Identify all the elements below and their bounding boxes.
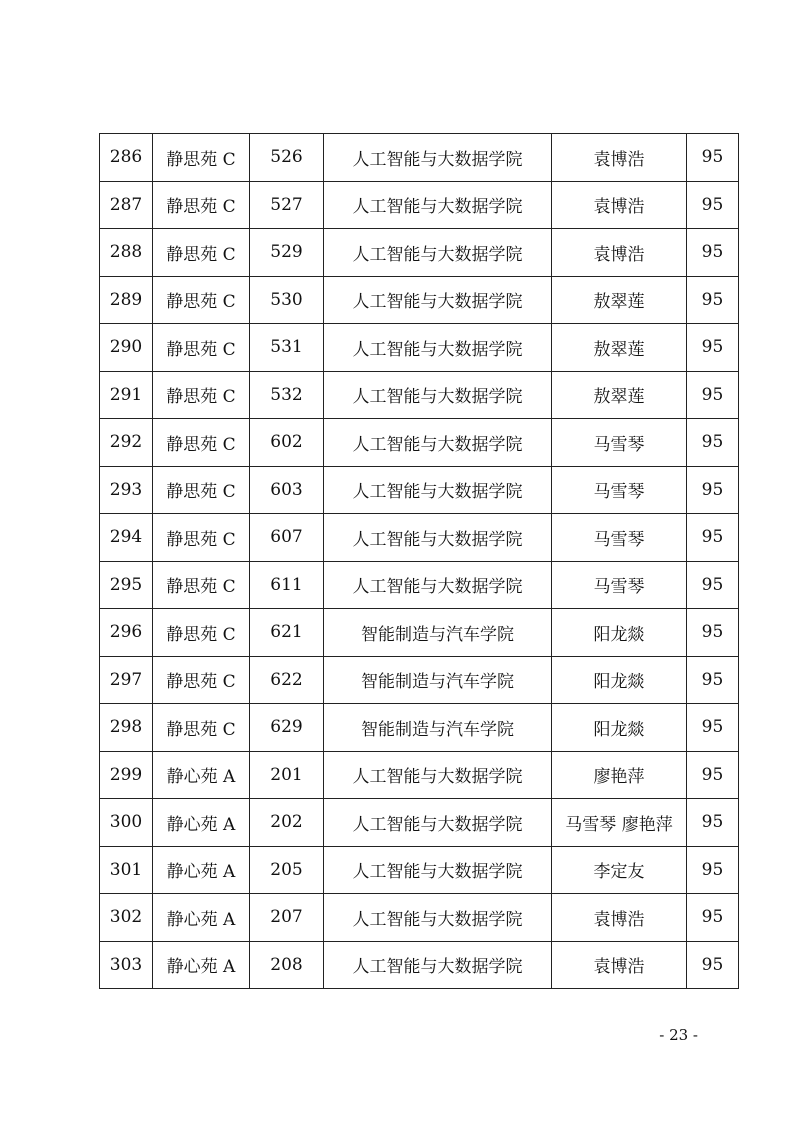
person-cell: 敖翠莲	[552, 276, 687, 324]
table-row	[100, 894, 739, 942]
college-cell: 人工智能与大数据学院	[324, 941, 552, 989]
row-number-cell: 299	[100, 751, 153, 799]
college-cell: 人工智能与大数据学院	[324, 181, 552, 229]
college-cell: 人工智能与大数据学院	[324, 134, 552, 182]
building-cell: 静思苑 C	[153, 514, 250, 562]
table-row	[100, 181, 739, 229]
college-cell: 人工智能与大数据学院	[324, 799, 552, 847]
row-number-cell: 287	[100, 181, 153, 229]
building-cell: 静思苑 C	[153, 229, 250, 277]
building-cell: 静思苑 C	[153, 561, 250, 609]
score-cell: 95	[687, 751, 739, 799]
row-number-cell: 297	[100, 656, 153, 704]
person-cell: 马雪琴 廖艳萍	[552, 799, 687, 847]
room-cell: 208	[250, 941, 324, 989]
person-cell: 廖艳萍	[552, 751, 687, 799]
row-number-cell: 293	[100, 466, 153, 514]
row-number-cell: 300	[100, 799, 153, 847]
score-cell: 95	[687, 324, 739, 372]
row-number-cell: 302	[100, 894, 153, 942]
table-row	[100, 846, 739, 894]
row-number-cell: 288	[100, 229, 153, 277]
room-cell: 202	[250, 799, 324, 847]
page-number-text: - 23 -	[659, 1026, 698, 1044]
building-cell: 静思苑 C	[153, 371, 250, 419]
row-number-cell: 296	[100, 609, 153, 657]
table-row	[100, 799, 739, 847]
score-cell: 95	[687, 276, 739, 324]
person-cell: 李定友	[552, 846, 687, 894]
building-cell: 静思苑 C	[153, 324, 250, 372]
score-cell: 95	[687, 371, 739, 419]
row-number-cell: 292	[100, 419, 153, 467]
room-cell: 207	[250, 894, 324, 942]
table-row	[100, 134, 739, 182]
college-cell: 人工智能与大数据学院	[324, 561, 552, 609]
score-cell: 95	[687, 514, 739, 562]
row-number-cell: 303	[100, 941, 153, 989]
score-cell: 95	[687, 846, 739, 894]
person-cell: 袁博浩	[552, 134, 687, 182]
college-cell: 人工智能与大数据学院	[324, 514, 552, 562]
person-cell: 阳龙燚	[552, 609, 687, 657]
page-number	[0, 1026, 793, 1044]
row-number-cell: 290	[100, 324, 153, 372]
room-cell: 532	[250, 371, 324, 419]
person-cell: 马雪琴	[552, 466, 687, 514]
person-cell: 敖翠莲	[552, 371, 687, 419]
row-number-cell: 295	[100, 561, 153, 609]
room-cell: 205	[250, 846, 324, 894]
college-cell: 人工智能与大数据学院	[324, 419, 552, 467]
table-row	[100, 324, 739, 372]
score-cell: 95	[687, 419, 739, 467]
row-number-cell: 298	[100, 704, 153, 752]
row-number-cell: 301	[100, 846, 153, 894]
college-cell: 智能制造与汽车学院	[324, 704, 552, 752]
room-cell: 621	[250, 609, 324, 657]
score-cell: 95	[687, 466, 739, 514]
room-cell: 622	[250, 656, 324, 704]
room-cell: 529	[250, 229, 324, 277]
room-cell: 530	[250, 276, 324, 324]
table-row	[100, 561, 739, 609]
room-cell: 527	[250, 181, 324, 229]
building-cell: 静思苑 C	[153, 609, 250, 657]
table-row	[100, 466, 739, 514]
building-cell: 静思苑 C	[153, 134, 250, 182]
table-row	[100, 371, 739, 419]
room-cell: 603	[250, 466, 324, 514]
room-cell: 611	[250, 561, 324, 609]
room-cell: 201	[250, 751, 324, 799]
building-cell: 静心苑 A	[153, 894, 250, 942]
person-cell: 袁博浩	[552, 229, 687, 277]
building-cell: 静思苑 C	[153, 466, 250, 514]
row-number-cell: 294	[100, 514, 153, 562]
building-cell: 静思苑 C	[153, 419, 250, 467]
score-cell: 95	[687, 229, 739, 277]
person-cell: 马雪琴	[552, 561, 687, 609]
score-cell: 95	[687, 134, 739, 182]
person-cell: 马雪琴	[552, 514, 687, 562]
score-table	[99, 133, 739, 989]
person-cell: 阳龙燚	[552, 656, 687, 704]
college-cell: 人工智能与大数据学院	[324, 466, 552, 514]
table-row	[100, 514, 739, 562]
score-cell: 95	[687, 609, 739, 657]
row-number-cell: 286	[100, 134, 153, 182]
table-row	[100, 276, 739, 324]
score-cell: 95	[687, 561, 739, 609]
score-cell: 95	[687, 181, 739, 229]
table-row	[100, 704, 739, 752]
table-row	[100, 941, 739, 989]
college-cell: 人工智能与大数据学院	[324, 751, 552, 799]
row-number-cell: 291	[100, 371, 153, 419]
person-cell: 袁博浩	[552, 894, 687, 942]
building-cell: 静心苑 A	[153, 751, 250, 799]
building-cell: 静思苑 C	[153, 704, 250, 752]
person-cell: 袁博浩	[552, 181, 687, 229]
college-cell: 人工智能与大数据学院	[324, 276, 552, 324]
table-row	[100, 609, 739, 657]
room-cell: 602	[250, 419, 324, 467]
score-cell: 95	[687, 704, 739, 752]
room-cell: 607	[250, 514, 324, 562]
person-cell: 敖翠莲	[552, 324, 687, 372]
building-cell: 静思苑 C	[153, 181, 250, 229]
building-cell: 静思苑 C	[153, 656, 250, 704]
building-cell: 静思苑 C	[153, 276, 250, 324]
person-cell: 袁博浩	[552, 941, 687, 989]
college-cell: 人工智能与大数据学院	[324, 324, 552, 372]
table-body	[100, 134, 739, 989]
score-cell: 95	[687, 894, 739, 942]
score-cell: 95	[687, 941, 739, 989]
score-cell: 95	[687, 799, 739, 847]
table-row	[100, 751, 739, 799]
college-cell: 人工智能与大数据学院	[324, 894, 552, 942]
college-cell: 智能制造与汽车学院	[324, 656, 552, 704]
person-cell: 阳龙燚	[552, 704, 687, 752]
room-cell: 531	[250, 324, 324, 372]
score-cell: 95	[687, 656, 739, 704]
building-cell: 静心苑 A	[153, 799, 250, 847]
room-cell: 629	[250, 704, 324, 752]
room-cell: 526	[250, 134, 324, 182]
college-cell: 人工智能与大数据学院	[324, 229, 552, 277]
college-cell: 智能制造与汽车学院	[324, 609, 552, 657]
person-cell: 马雪琴	[552, 419, 687, 467]
building-cell: 静心苑 A	[153, 846, 250, 894]
row-number-cell: 289	[100, 276, 153, 324]
table-row	[100, 229, 739, 277]
college-cell: 人工智能与大数据学院	[324, 371, 552, 419]
building-cell: 静心苑 A	[153, 941, 250, 989]
table-row	[100, 656, 739, 704]
college-cell: 人工智能与大数据学院	[324, 846, 552, 894]
table-row	[100, 419, 739, 467]
